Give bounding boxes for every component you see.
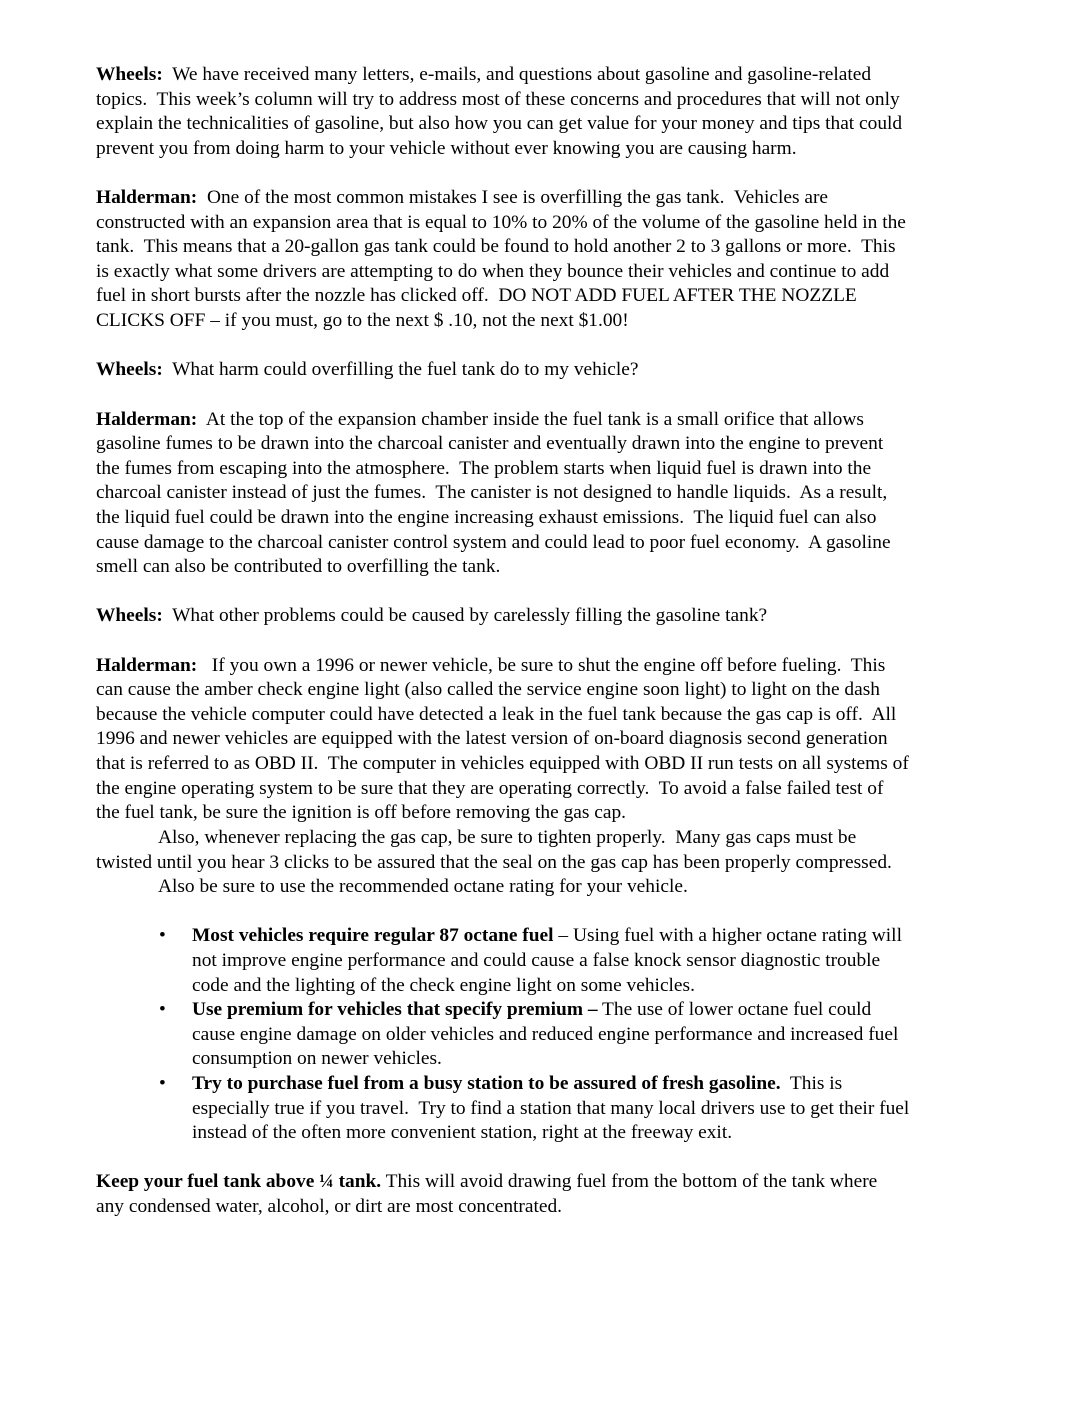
line-text: the engine operating system to be sure that they are operating correctly. To avoid a false failed test of bbox=[96, 777, 884, 799]
paragraph bbox=[96, 358, 1056, 383]
line-text: topics. This week’s column will try to address most of these concerns and procedures that will not only bbox=[96, 88, 900, 110]
bold-lead: Keep your fuel tank above ¼ tank. bbox=[96, 1171, 382, 1193]
line-text: can cause the amber check engine light (also called the service engine soon light) to light on the dash bbox=[96, 679, 880, 701]
line-text: 1996 and newer vehicles are equipped with the latest version of on-board diagnosis second generation bbox=[96, 728, 888, 750]
paragraph bbox=[96, 1170, 1056, 1219]
text-line bbox=[96, 457, 1056, 482]
line-text: One of the most common mistakes I see is overfilling the gas tank. Vehicles are bbox=[197, 187, 829, 209]
bold-lead: Wheels: bbox=[96, 359, 163, 381]
text-line bbox=[96, 974, 1056, 999]
bold-lead: Halderman: bbox=[96, 187, 198, 209]
text-line bbox=[96, 826, 1056, 851]
line-text: constructed with an expansion area that is equal to 10% to 20% of the volume of the gasoline held in the bbox=[96, 211, 906, 233]
line-text: gasoline fumes to be drawn into the charcoal canister and eventually drawn into the engine to prevent bbox=[96, 433, 884, 455]
line-text: code and the lighting of the check engine light on some vehicles. bbox=[192, 974, 695, 996]
text-line bbox=[96, 801, 1056, 826]
line-text: charcoal canister instead of just the fumes. The canister is not designed to handle liquids. As a result, bbox=[96, 482, 888, 504]
blank-line bbox=[96, 629, 1056, 654]
line-text: tank. This means that a 20-gallon gas tank could be found to hold another 2 to 3 gallons or more. This bbox=[96, 236, 896, 258]
line-text: This is bbox=[780, 1072, 843, 1094]
line-text: cause engine damage on older vehicles and reduced engine performance and increased fuel bbox=[192, 1023, 899, 1045]
line-text: What harm could overfilling the fuel tank do to my vehicle? bbox=[162, 359, 639, 381]
text-line bbox=[96, 727, 1056, 752]
line-text: What other problems could be caused by carelessly filling the gasoline tank? bbox=[162, 605, 768, 627]
blank-line bbox=[96, 334, 1056, 359]
bullet-item bbox=[96, 998, 1056, 1072]
line-text: not improve engine performance and could cause a false knock sensor diagnostic trouble bbox=[192, 949, 881, 971]
bold-lead: Wheels: bbox=[96, 605, 163, 627]
text-line bbox=[96, 531, 1056, 556]
line-text: This will avoid drawing fuel from the bottom of the tank where bbox=[381, 1171, 878, 1193]
bold-lead: Halderman: bbox=[96, 408, 198, 430]
paragraph bbox=[96, 408, 1056, 580]
line-text: explain the technicalities of gasoline, but also how you can get value for your money and tips that could bbox=[96, 113, 903, 135]
line-text: We have received many letters, e-mails, and questions about gasoline and gasoline-related bbox=[162, 64, 872, 85]
line-text: the fumes from escaping into the atmosphere. The problem starts when liquid fuel is drawn into the bbox=[96, 457, 872, 479]
text-line bbox=[96, 949, 1056, 974]
text-line bbox=[96, 1023, 1056, 1048]
text-line bbox=[96, 506, 1056, 531]
line-text: – Using fuel with a higher octane rating will bbox=[553, 925, 902, 947]
line-text: instead of the often more convenient station, right at the freeway exit. bbox=[192, 1122, 733, 1144]
text-line bbox=[96, 481, 1056, 506]
text-line bbox=[96, 112, 1056, 137]
bullet-item bbox=[96, 924, 1056, 998]
line-text: fuel in short bursts after the nozzle has clicked off. DO NOT ADD FUEL AFTER THE NOZZLE bbox=[96, 285, 857, 307]
bullet-item bbox=[96, 1072, 1056, 1146]
text-line bbox=[96, 851, 1056, 876]
bold-lead: Try to purchase fuel from a busy station to be assured of fresh gasoline. bbox=[192, 1072, 781, 1094]
line-text: the liquid fuel could be drawn into the engine increasing exhaust emissions. The liquid fuel can also bbox=[96, 506, 877, 528]
text-line bbox=[96, 654, 1056, 679]
text-line bbox=[96, 260, 1056, 285]
text-line bbox=[96, 678, 1056, 703]
line-text: Also be sure to use the recommended octane rating for your vehicle. bbox=[158, 876, 688, 898]
text-line bbox=[96, 137, 1056, 162]
line-text: that is referred to as OBD II. The computer in vehicles equipped with OBD II run tests on all systems of bbox=[96, 753, 909, 775]
text-line bbox=[96, 703, 1056, 728]
line-text: CLICKS OFF – if you must, go to the next $ .10, not the next $1.00! bbox=[96, 310, 629, 332]
line-text: If you own a 1996 or newer vehicle, be sure to shut the engine off before fueling. This bbox=[197, 654, 886, 676]
text-line bbox=[96, 924, 1056, 949]
blank-line bbox=[96, 580, 1056, 605]
text-line bbox=[96, 284, 1056, 309]
document-body bbox=[96, 63, 1056, 1220]
paragraph bbox=[96, 654, 1056, 900]
text-line bbox=[96, 752, 1056, 777]
text-line bbox=[96, 408, 1056, 433]
line-text: Also, whenever replacing the gas cap, be sure to tighten properly. Many gas caps must be bbox=[158, 826, 857, 848]
text-line bbox=[96, 555, 1056, 580]
paragraph bbox=[96, 63, 1056, 161]
bold-lead: Use premium for vehicles that specify premium – bbox=[192, 999, 598, 1021]
text-line bbox=[96, 63, 1056, 88]
text-line bbox=[96, 432, 1056, 457]
blank-line bbox=[96, 900, 1056, 925]
paragraph bbox=[96, 186, 1056, 334]
line-text: because the vehicle computer could have detected a leak in the fuel tank because the gas cap is off. All bbox=[96, 703, 897, 725]
text-line bbox=[96, 875, 1056, 900]
text-line bbox=[96, 1097, 1056, 1122]
blank-line bbox=[96, 161, 1056, 186]
line-text: The use of lower octane fuel could bbox=[597, 999, 872, 1021]
text-line bbox=[96, 1195, 1056, 1220]
text-line bbox=[96, 998, 1056, 1023]
text-line bbox=[96, 358, 1056, 383]
text-line bbox=[96, 1170, 1056, 1195]
bullet-icon: • bbox=[159, 999, 166, 1021]
text-line bbox=[96, 235, 1056, 260]
text-line bbox=[96, 186, 1056, 211]
bold-lead: Wheels: bbox=[96, 64, 163, 85]
line-text: smell can also be contributed to overfilling the tank. bbox=[96, 556, 501, 578]
line-text: twisted until you hear 3 clicks to be assured that the seal on the gas cap has been properly compressed. bbox=[96, 851, 892, 873]
text-line bbox=[96, 777, 1056, 802]
line-text: especially true if you travel. Try to find a station that many local drivers use to get their fuel bbox=[192, 1097, 910, 1119]
line-text: consumption on newer vehicles. bbox=[192, 1048, 442, 1070]
bold-lead: Halderman: bbox=[96, 654, 198, 676]
text-line bbox=[96, 1047, 1056, 1072]
text-line bbox=[96, 211, 1056, 236]
text-line bbox=[96, 1072, 1056, 1097]
line-text: is exactly what some drivers are attempting to do when they bounce their vehicles and continue to add bbox=[96, 260, 890, 282]
text-line bbox=[96, 604, 1056, 629]
text-line bbox=[96, 88, 1056, 113]
bullet-icon: • bbox=[159, 925, 166, 947]
line-text: any condensed water, alcohol, or dirt are most concentrated. bbox=[96, 1196, 563, 1218]
line-text: At the top of the expansion chamber inside the fuel tank is a small orifice that allows bbox=[197, 408, 864, 430]
text-line bbox=[96, 309, 1056, 334]
blank-line bbox=[96, 1146, 1056, 1171]
bold-lead: Most vehicles require regular 87 octane fuel bbox=[192, 925, 554, 947]
line-text: cause damage to the charcoal canister control system and could lead to poor fuel economy. A gasoline bbox=[96, 531, 891, 553]
blank-line bbox=[96, 383, 1056, 408]
text-line bbox=[96, 1121, 1056, 1146]
line-text: the fuel tank, be sure the ignition is off before removing the gas cap. bbox=[96, 802, 627, 824]
bullet-icon: • bbox=[159, 1072, 166, 1094]
paragraph bbox=[96, 604, 1056, 629]
line-text: prevent you from doing harm to your vehicle without ever knowing you are causing harm. bbox=[96, 137, 797, 159]
